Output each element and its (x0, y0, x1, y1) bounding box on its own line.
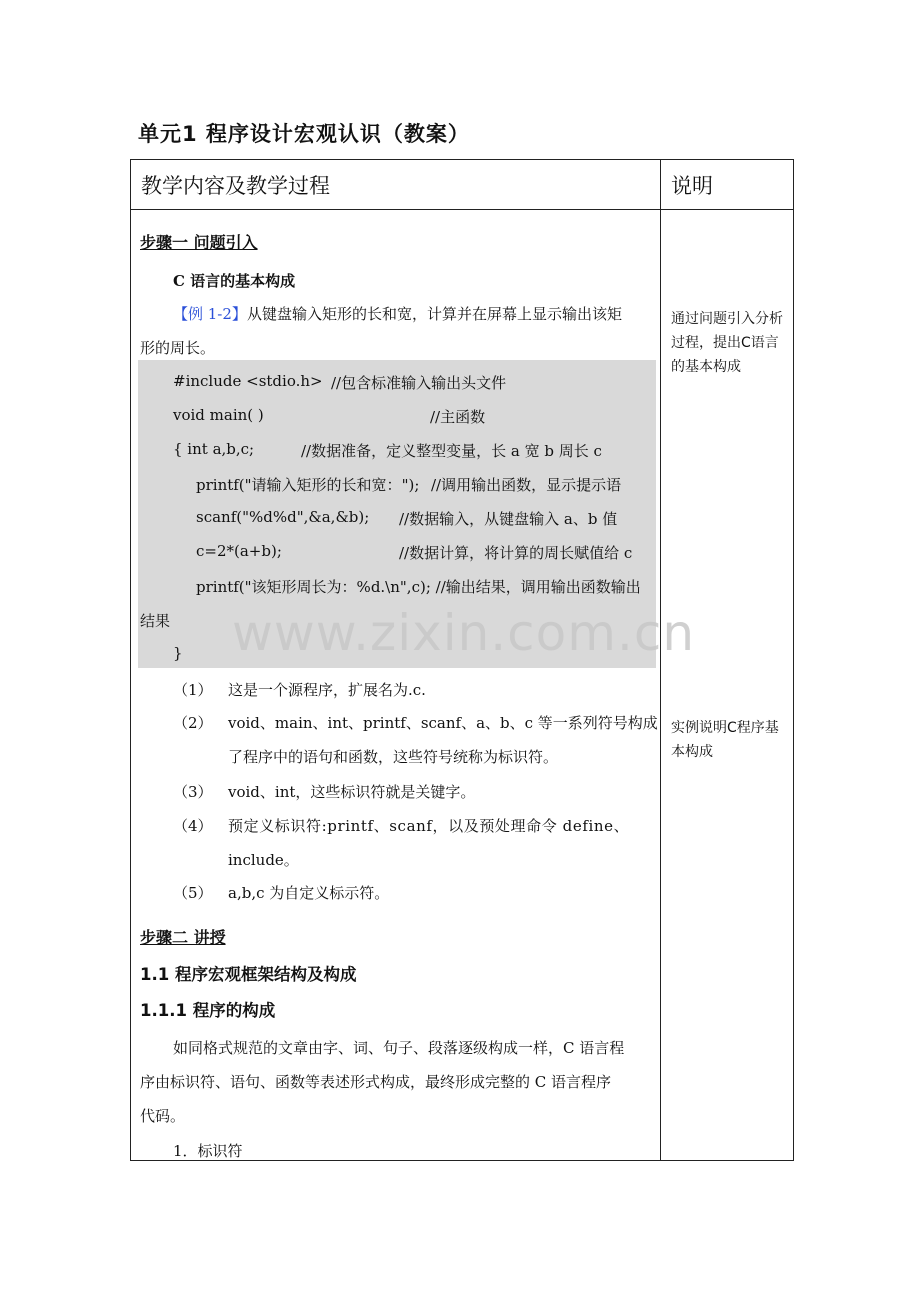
point-number: （2） (173, 714, 213, 732)
point-number: （3） (173, 783, 213, 801)
paragraph-line: 如同格式规范的文章由字、词、句子、段落逐级构成一样，C 语言程 (173, 1039, 625, 1057)
subsection-heading: 1.1.1 程序的构成 (140, 1001, 276, 1020)
header-content: 教学内容及教学过程 (141, 174, 330, 198)
step1-heading: 步骤一 问题引入 (140, 233, 258, 252)
example-text: 从键盘输入矩形的长和宽，计算并在屏幕上显示输出该矩 (246, 305, 622, 323)
code-comment: //数据计算，将计算的周长赋值给 c (399, 544, 633, 562)
section-heading: 1.1 程序宏观框架结构及构成 (140, 965, 357, 984)
code-line: scanf("%d%d",&a,&b); (196, 508, 370, 526)
paragraph-line: 序由标识符、语句、函数等表述形式构成，最终形成完整的 C 语言程序 (140, 1073, 612, 1091)
header-divider (131, 209, 793, 210)
code-line: { int a,b,c; (173, 440, 255, 458)
code-line: printf("请输入矩形的长和宽："); (196, 476, 420, 494)
point-number: （5） (173, 884, 213, 902)
code-comment: //数据准备，定义整型变量，长 a 宽 b 周长 c (301, 442, 602, 460)
document-title: 单元1 程序设计宏观认识（教案） (138, 122, 470, 146)
point-text: void、int，这些标识符就是关键字。 (228, 783, 476, 801)
note-example: 实例说明C程序基本构成 (671, 720, 779, 760)
point-text: 预定义标识符:printf、scanf，以及预处理命令 define、 (228, 817, 630, 835)
note-intro: 通过问题引入分析过程，提出C语言的基本构成 (671, 311, 783, 375)
header-note: 说明 (671, 174, 713, 198)
code-comment: //数据输入，从键盘输入 a、b 值 (399, 510, 618, 528)
example-tag: 【例 1-2】 (173, 305, 247, 323)
code-line: printf("该矩形周长为：%d.\n",c); //输出结果，调用输出函数输出 (196, 578, 641, 596)
step2-heading: 步骤二 讲授 (140, 928, 226, 947)
code-comment: //主函数 (430, 408, 486, 426)
point-number: （1） (173, 681, 213, 699)
point-text: 了程序中的语句和函数，这些符号统称为标识符。 (228, 748, 559, 766)
list-item: 1．标识符 (173, 1142, 243, 1160)
code-comment: //包含标准输入输出头文件 (331, 374, 507, 392)
code-line: 结果 (140, 612, 171, 630)
point-text: 这是一个源程序，扩展名为.c. (228, 681, 426, 699)
point-number: （4） (173, 817, 213, 835)
example-line-1 (173, 303, 622, 324)
column-divider (660, 160, 661, 1160)
lesson-table (130, 159, 794, 1161)
point-text: a,b,c 为自定义标示符。 (228, 884, 390, 902)
point-text: include。 (228, 851, 299, 869)
code-line: #include <stdio.h> (173, 372, 323, 390)
code-comment: //调用输出函数，显示提示语 (431, 476, 622, 494)
paragraph-line: 代码。 (140, 1107, 186, 1125)
code-line: void main( ) (173, 406, 264, 424)
code-line: c=2*(a+b); (196, 542, 282, 560)
example-line-2: 形的周长。 (140, 339, 216, 357)
step1-subheading: C 语言的基本构成 (173, 272, 296, 290)
point-text: void、main、int、printf、scanf、a、b、c 等一系列符号构成 (228, 714, 658, 732)
watermark: www.zixin.com.cn (232, 604, 696, 662)
code-line: } (173, 644, 183, 662)
